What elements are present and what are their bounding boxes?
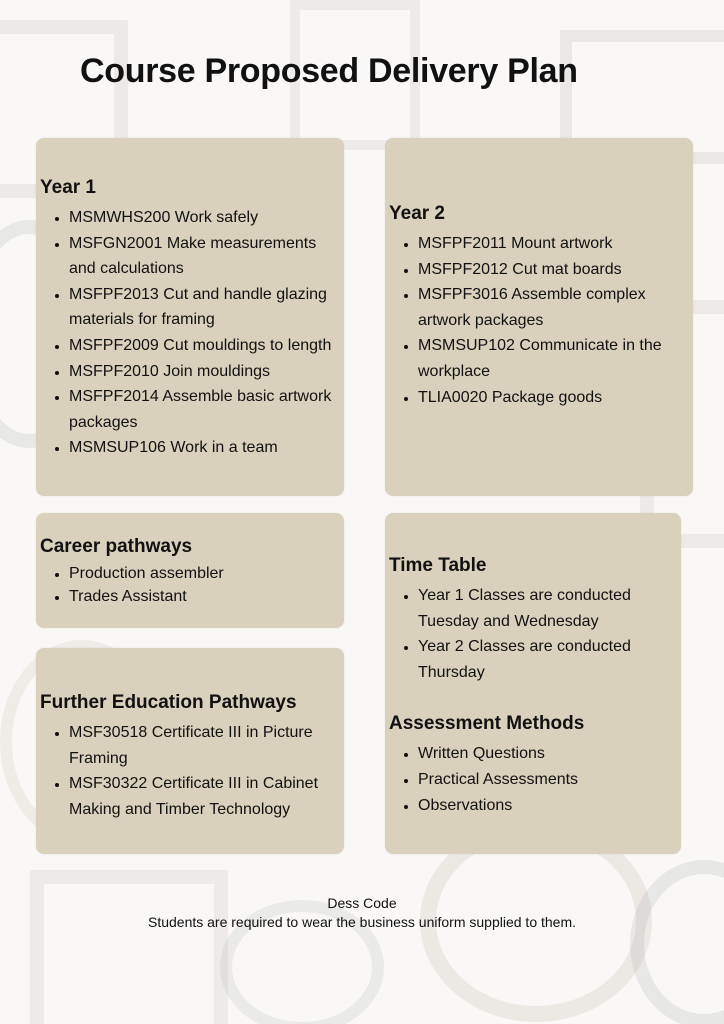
list-item: • Production assembler (69, 562, 344, 585)
further-education-list (40, 720, 344, 822)
list-item: • MSF30518 Certificate III in Picture Framing (69, 720, 344, 771)
list-item: • MSFGN2001 Make measurements and calculations (69, 231, 344, 282)
timetable-list (389, 583, 681, 685)
list-item: • Observations (418, 793, 681, 819)
list-item: • TLIA0020 Package goods (418, 385, 693, 411)
list-item: • Practical Assessments (418, 767, 681, 793)
further-education-title: Further Education Pathways (40, 692, 297, 713)
further-education-card (36, 648, 344, 854)
career-pathways-title: Career pathways (40, 536, 193, 557)
year1-list (40, 205, 344, 461)
dress-code-heading: Dess Code (327, 895, 397, 911)
year2-title: Year 2 (389, 203, 445, 224)
dress-code-text: Students are required to wear the business uniform supplied to them. (147, 914, 577, 930)
dress-code-footer (0, 894, 724, 932)
career-pathways-list (40, 562, 344, 608)
list-item: • MSFPF2014 Assemble basic artwork packages (69, 384, 344, 435)
assessment-methods-title: Assessment Methods (389, 713, 585, 735)
year1-card (36, 138, 344, 496)
year1-title: Year 1 (40, 177, 96, 198)
list-item: • MSFPF2013 Cut and handle glazing materials for framing (69, 282, 344, 333)
list-item: • MSFPF3016 Assemble complex artwork packages (418, 282, 693, 333)
list-item: • Year 2 Classes are conducted Thursday (418, 634, 681, 685)
list-item: • MSMSUP102 Communicate in the workplace (418, 333, 693, 384)
assessment-methods-list (389, 741, 681, 818)
page-title: Course Proposed Delivery Plan (80, 52, 578, 90)
timetable-title: Time Table (389, 555, 487, 576)
list-item: • MSFPF2010 Join mouldings (69, 359, 344, 385)
list-item: • MSFPF2011 Mount artwork (418, 231, 693, 257)
list-item: • MSMSUP106 Work in a team (69, 435, 344, 461)
list-item: • MSF30322 Certificate III in Cabinet Making and Timber Technology (69, 771, 344, 822)
career-pathways-card (36, 513, 344, 628)
list-item: • Written Questions (418, 741, 681, 767)
list-item: • MSMWHS200 Work safely (69, 205, 344, 231)
list-item: • MSFPF2012 Cut mat boards (418, 257, 693, 283)
list-item: • Trades Assistant (69, 585, 344, 608)
list-item: • Year 1 Classes are conducted Tuesday and Wednesday (418, 583, 681, 634)
list-item: • MSFPF2009 Cut mouldings to length (69, 333, 344, 359)
year2-card (385, 138, 693, 496)
year2-list (389, 231, 693, 410)
timetable-card (385, 513, 681, 854)
